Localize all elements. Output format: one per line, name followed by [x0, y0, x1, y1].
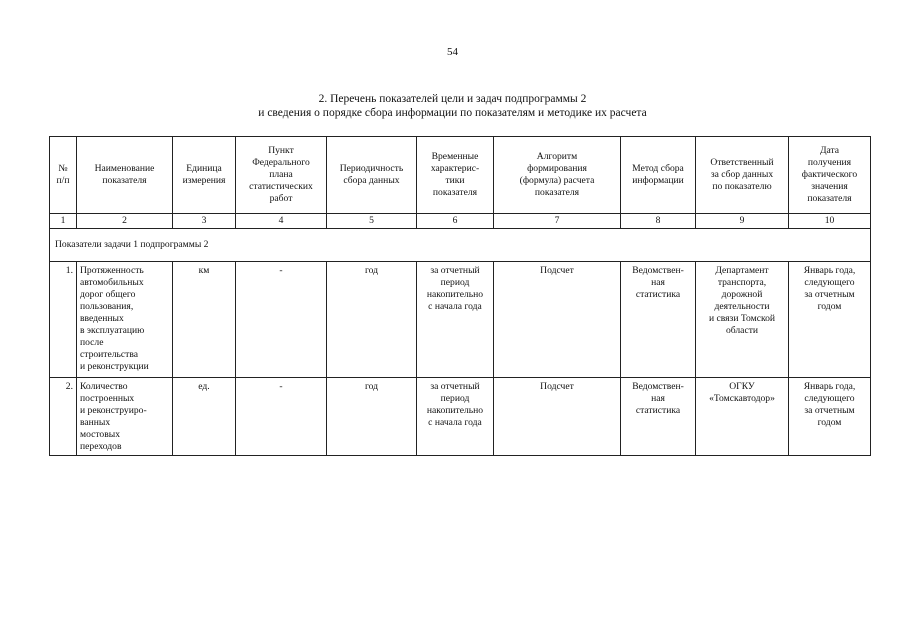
column-number: 1: [50, 214, 77, 229]
header-cell: Ответственный за сбор данных по показателю: [696, 137, 789, 214]
time-characteristics: за отчетный период накопительно с начала года: [417, 378, 494, 456]
column-number: 6: [417, 214, 494, 229]
column-number: 4: [236, 214, 327, 229]
federal-plan-item: -: [236, 378, 327, 456]
header-cell: Периодичность сбора данных: [327, 137, 417, 214]
document-title: [0, 92, 905, 120]
header-cell: № п/п: [50, 137, 77, 214]
unit: км: [173, 262, 236, 378]
algorithm: Подсчет: [494, 378, 621, 456]
collection-method: Ведомствен- ная статистика: [621, 378, 696, 456]
header-cell: Дата получения фактического значения показателя: [789, 137, 871, 214]
table-row: [50, 262, 871, 378]
title-line-1: 2. Перечень показателей цели и задач подпрограммы 2: [318, 93, 587, 105]
indicator-name: Количество построенных и реконструиро- ванных мостовых переходов: [77, 378, 173, 456]
actual-value-date: Январь года, следующего за отчетным годом: [789, 262, 871, 378]
row-number: 2.: [50, 378, 77, 456]
periodicity: год: [327, 378, 417, 456]
column-number: 7: [494, 214, 621, 229]
responsible: Департамент транспорта, дорожной деятельности и связи Томской области: [696, 262, 789, 378]
table-header-row: [50, 137, 871, 214]
periodicity: год: [327, 262, 417, 378]
column-number: 2: [77, 214, 173, 229]
unit: ед.: [173, 378, 236, 456]
indicator-name: Протяженность автомобильных дорог общего пользования, введенных в эксплуатацию после строительства и реконструкции: [77, 262, 173, 378]
header-cell: Метод сбора информации: [621, 137, 696, 214]
header-cell: Единица измерения: [173, 137, 236, 214]
column-number: 3: [173, 214, 236, 229]
header-cell: Пункт Федерального плана статистических работ: [236, 137, 327, 214]
federal-plan-item: -: [236, 262, 327, 378]
actual-value-date: Январь года, следующего за отчетным годом: [789, 378, 871, 456]
header-cell: Временные характерис- тики показателя: [417, 137, 494, 214]
header-cell: Алгоритм формирования (формула) расчета показателя: [494, 137, 621, 214]
header-cell: Наименование показателя: [77, 137, 173, 214]
algorithm: Подсчет: [494, 262, 621, 378]
row-number: 1.: [50, 262, 77, 378]
title-line-2: и сведения о порядке сбора информации по показателям и методике их расчета: [258, 107, 647, 119]
column-number: 10: [789, 214, 871, 229]
responsible: ОГКУ «Томскавтодор»: [696, 378, 789, 456]
section-title: Показатели задачи 1 подпрограммы 2: [50, 229, 871, 262]
page-number: 54: [447, 46, 458, 58]
section-row: [50, 229, 871, 262]
indicators-table: [49, 136, 871, 456]
column-number-row: [50, 214, 871, 229]
column-number: 5: [327, 214, 417, 229]
column-number: 9: [696, 214, 789, 229]
collection-method: Ведомствен- ная статистика: [621, 262, 696, 378]
column-number: 8: [621, 214, 696, 229]
table-row: [50, 378, 871, 456]
time-characteristics: за отчетный период накопительно с начала года: [417, 262, 494, 378]
